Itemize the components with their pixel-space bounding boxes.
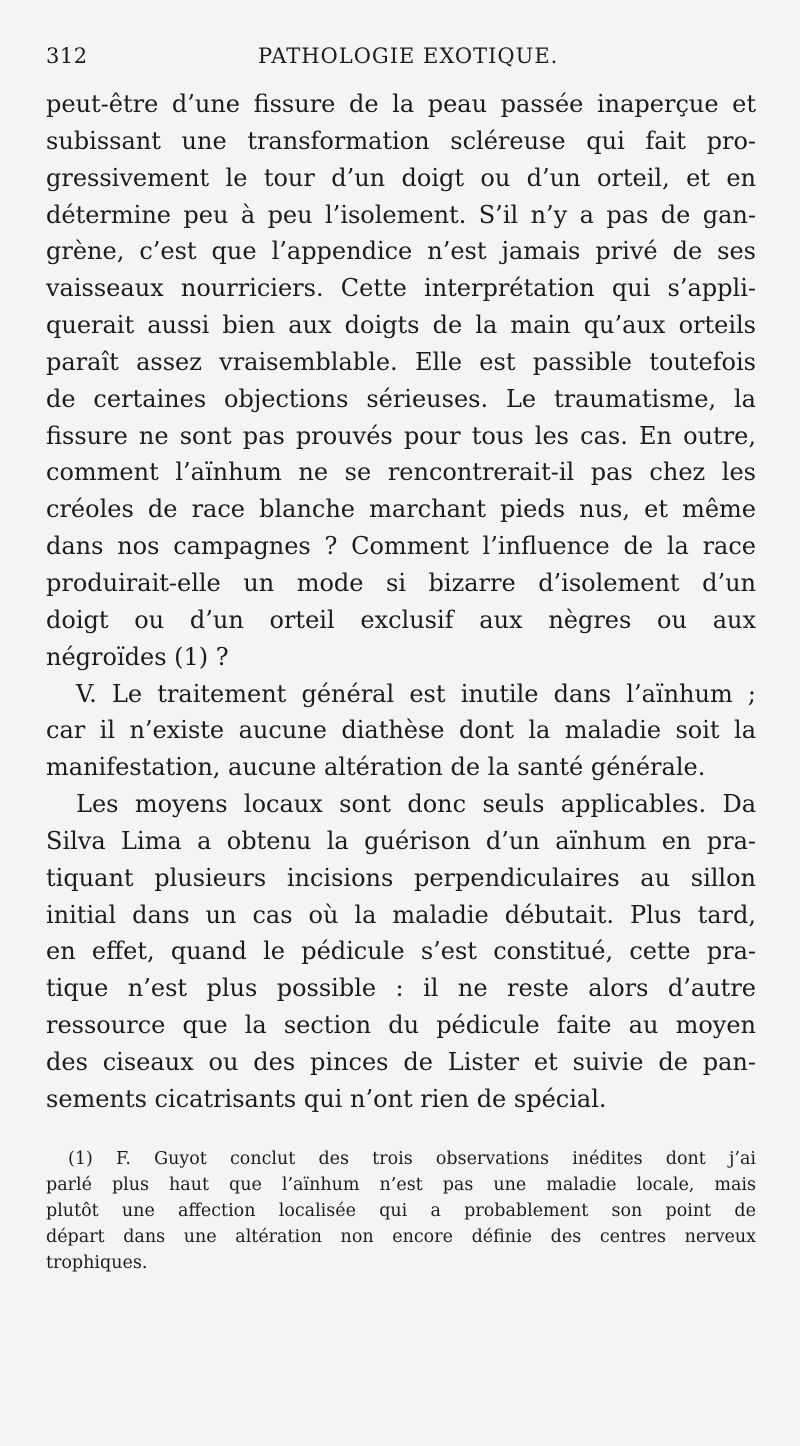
footnote-line: plutôt une affection localisée qui a probablement son point de — [46, 1201, 756, 1221]
footnote-line: départ dans une altération non encore définie des centres nerveux — [46, 1227, 756, 1247]
running-title: PATHOLOGIE EXOTIQUE. — [258, 44, 559, 68]
text-line: V. Le traitement général est inutile dans l’aïnhum ; — [76, 679, 756, 708]
text-line: grène, c’est que l’appendice n’est jamais privé de ses — [46, 237, 756, 266]
text-line: subissant une transformation scléreuse qui fait pro- — [46, 126, 756, 155]
text-line: peut-être d’une fissure de la peau passée inaperçue et — [46, 90, 756, 118]
footnote-line: (1) F. Guyot conclut des trois observations inédites dont j’ai — [68, 1149, 756, 1169]
text-line: tique n’est plus possible : il ne reste alors d’autre — [46, 974, 756, 1003]
text-line: négroïdes (1) ? — [46, 642, 229, 671]
footnote-line: trophiques. — [46, 1253, 148, 1273]
footnote-block — [46, 1146, 756, 1276]
text-line: paraît assez vraisemblable. Elle est passible toutefois — [46, 347, 756, 376]
page-header — [46, 44, 752, 74]
text-line: manifestation, aucune altération de la santé générale. — [46, 753, 706, 782]
text-line: Les moyens locaux sont donc seuls applicables. Da — [76, 790, 756, 819]
text-line: de certaines objections sérieuses. Le traumatisme, la — [46, 384, 756, 413]
text-line: vaisseaux nourriciers. Cette interprétation qui s’appli- — [46, 274, 756, 303]
text-line: en effet, quand le pédicule s’est constitué, cette pra- — [46, 937, 756, 966]
text-line: comment l’aïnhum ne se rencontrerait-il pas chez les — [46, 458, 756, 487]
page-number: 312 — [46, 44, 88, 68]
text-line: tiquant plusieurs incisions perpendiculaires au sillon — [46, 863, 756, 892]
body-text — [46, 86, 756, 1118]
text-line: des ciseaux ou des pinces de Lister et suivie de pan- — [46, 1047, 756, 1076]
text-line: car il n’existe aucune diathèse dont la maladie soit la — [46, 716, 756, 745]
text-line: Silva Lima a obtenu la guérison d’un aïnhum en pra- — [46, 826, 756, 855]
footnote-line: parlé plus haut que l’aïnhum n’est pas une maladie locale, mais — [46, 1175, 756, 1195]
text-line: créoles de race blanche marchant pieds nus, et même — [46, 495, 756, 524]
text-line: dans nos campagnes ? Comment l’influence de la race — [46, 532, 756, 561]
text-line: sements cicatrisants qui n’ont rien de spécial. — [46, 1084, 607, 1113]
text-line: doigt ou d’un orteil exclusif aux nègres ou aux — [46, 605, 756, 634]
text-line: initial dans un cas où la maladie débutait. Plus tard, — [46, 900, 756, 929]
text-line: gressivement le tour d’un doigt ou d’un orteil, et en — [46, 163, 756, 192]
text-line: ressource que la section du pédicule faite au moyen — [46, 1011, 756, 1040]
text-line: fissure ne sont pas prouvés pour tous les cas. En outre, — [46, 421, 756, 450]
text-line: querait aussi bien aux doigts de la main qu’aux orteils — [46, 311, 756, 340]
text-line: détermine peu à peu l’isolement. S’il n’y a pas de gan- — [46, 200, 756, 229]
text-line: produirait-elle un mode si bizarre d’isolement d’un — [46, 568, 756, 597]
